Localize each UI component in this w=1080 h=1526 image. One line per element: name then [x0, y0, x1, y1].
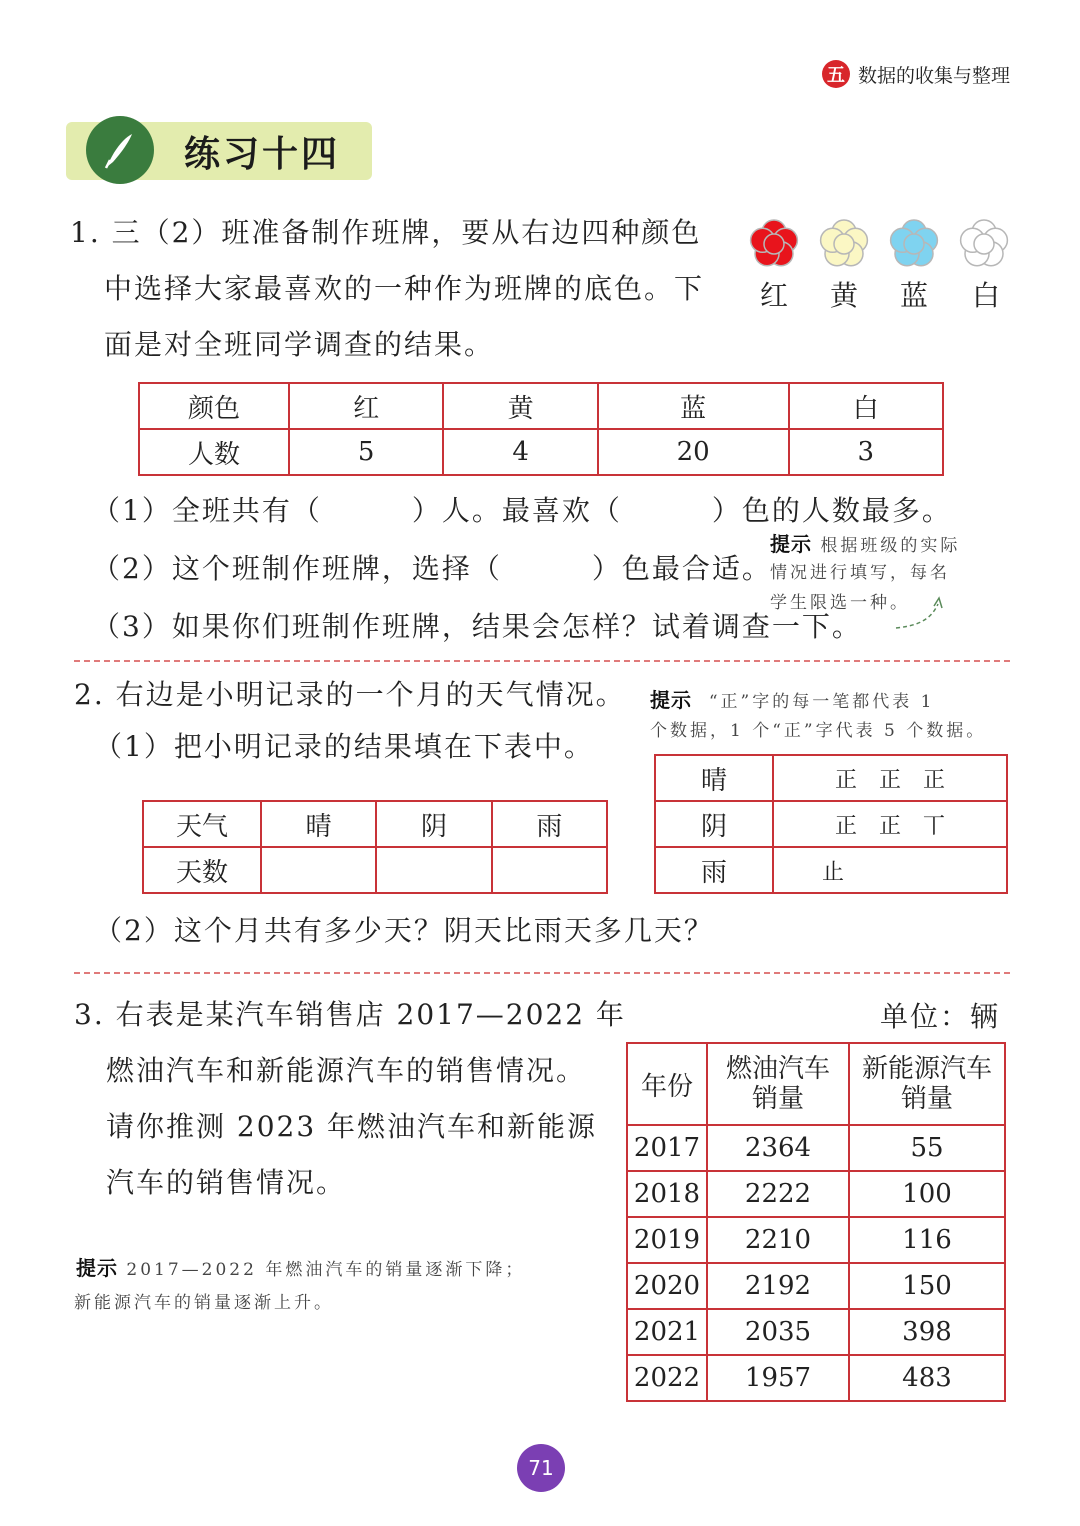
- table-cell: 雨: [492, 801, 607, 847]
- table-row: [627, 1355, 1005, 1401]
- answer-cell[interactable]: [492, 847, 607, 893]
- q1-hint-line3: 学生限选一种。: [770, 593, 910, 613]
- year-cell: 2020: [627, 1263, 707, 1309]
- chapter-title: 数据的收集与整理: [858, 64, 1011, 87]
- table-cell: 白: [789, 383, 943, 429]
- fuel-cell: 2192: [707, 1263, 849, 1309]
- section-divider: [74, 972, 1010, 974]
- hint-label: 提示: [76, 1256, 118, 1280]
- ev-cell: 116: [849, 1217, 1005, 1263]
- q1-line2: 中选择大家最喜欢的一种作为班牌的底色。下: [104, 272, 705, 305]
- table-row: [627, 1171, 1005, 1217]
- table-cell: 阴: [655, 801, 773, 847]
- page-title: 练习十四: [184, 134, 341, 175]
- tally-cell: 止: [773, 847, 1007, 893]
- section-divider: [74, 660, 1010, 662]
- answer-cell[interactable]: [376, 847, 491, 893]
- q3-hint-line1: [76, 1252, 525, 1281]
- ev-cell: 150: [849, 1263, 1005, 1309]
- table-cell: 3: [789, 429, 943, 475]
- white-flower-icon: [961, 220, 1008, 266]
- ev-cell: 398: [849, 1309, 1005, 1355]
- q1-sub1: （1）全班共有（ ）人。最喜欢（ ）色的人数最多。: [92, 494, 952, 527]
- header-line: 新能源汽车: [861, 1054, 992, 1084]
- year-cell: 2018: [627, 1171, 707, 1217]
- hint-label: 提示: [650, 688, 692, 712]
- answer-cell[interactable]: [261, 847, 376, 893]
- color-flowers: [746, 214, 1016, 274]
- ev-cell: 100: [849, 1171, 1005, 1217]
- table-row: [627, 1263, 1005, 1309]
- weather-record-table: [654, 754, 1008, 894]
- q1-line1: 1. 三（2）班准备制作班牌，要从右边四种颜色: [70, 216, 702, 249]
- year-cell: 2019: [627, 1217, 707, 1263]
- table-cell: 黄: [443, 383, 597, 429]
- tally-cell: 正 正 丅: [773, 801, 1007, 847]
- car-sales-table: [626, 1042, 1006, 1402]
- table-header: 颜色: [139, 383, 289, 429]
- flower-label-red: 红: [760, 279, 789, 312]
- blue-flower-icon: [891, 220, 938, 266]
- q1-hint-line1: [770, 528, 960, 557]
- tally-cell: 正 正 正: [773, 755, 1007, 801]
- ev-cell: 55: [849, 1125, 1005, 1171]
- hint-text: 根据班级的实际: [820, 536, 961, 556]
- page-number: 71: [517, 1444, 565, 1492]
- table-cell: 晴: [655, 755, 773, 801]
- hint-text: “正”字的每一笔都代表 1: [708, 692, 935, 712]
- header-line: 燃油汽车: [725, 1054, 830, 1084]
- q2-sub1: （1）把小明记录的结果填在下表中。: [94, 730, 594, 763]
- weather-fill-table: [142, 800, 608, 894]
- hint-label: 提示: [770, 532, 812, 556]
- table-row: [627, 1217, 1005, 1263]
- year-cell: 2021: [627, 1309, 707, 1355]
- year-cell: 2022: [627, 1355, 707, 1401]
- table-cell: 雨: [655, 847, 773, 893]
- hint-text: 2017—2022 年燃油汽车的销量逐渐下降；: [126, 1260, 526, 1280]
- q3-line3: 请你推测 2023 年燃油汽车和新能源: [106, 1110, 598, 1143]
- table-cell: 蓝: [598, 383, 789, 429]
- q1-sub2: （2）这个班制作班牌，选择（ ）色最合适。: [92, 552, 772, 585]
- table-header: [849, 1043, 1005, 1125]
- fuel-cell: 2222: [707, 1171, 849, 1217]
- flower-label-white: 白: [972, 279, 1001, 312]
- table-cell: 5: [289, 429, 443, 475]
- q2-hint-line1: [650, 684, 934, 713]
- yellow-flower-icon: [821, 220, 868, 266]
- chapter-number-badge: 五: [822, 60, 850, 88]
- chapter-header: [822, 60, 1010, 88]
- table-header: [707, 1043, 849, 1125]
- table-cell: 红: [289, 383, 443, 429]
- table-header: 人数: [139, 429, 289, 475]
- q1-sub3: （3）如果你们班制作班牌，结果会怎样？试着调查一下。: [92, 610, 862, 643]
- header-line: 销量: [900, 1084, 953, 1114]
- table-row: [627, 1309, 1005, 1355]
- q2-sub2: （2）这个月共有多少天？阴天比雨天多几天？: [94, 914, 714, 947]
- q1-hint-line2: 情况进行填写，每名: [770, 563, 950, 583]
- year-cell: 2017: [627, 1125, 707, 1171]
- flower-label-yellow: 黄: [830, 279, 859, 312]
- fuel-cell: 2035: [707, 1309, 849, 1355]
- fuel-cell: 2210: [707, 1217, 849, 1263]
- table-header: 天气: [143, 801, 261, 847]
- q3-hint-line2: 新能源汽车的销量逐渐上升。: [74, 1293, 334, 1313]
- hint-arrow-icon: [890, 594, 950, 634]
- fuel-cell: 2364: [707, 1125, 849, 1171]
- red-flower-icon: [751, 220, 798, 266]
- table-cell: 4: [443, 429, 597, 475]
- pen-icon: [86, 116, 154, 184]
- table-cell: 20: [598, 429, 789, 475]
- table-cell: 晴: [261, 801, 376, 847]
- table-header: 年份: [627, 1043, 707, 1125]
- q3-line4: 汽车的销售情况。: [106, 1166, 347, 1199]
- q3-line1: 3. 右表是某汽车销售店 2017—2022 年: [74, 998, 626, 1031]
- fuel-cell: 1957: [707, 1355, 849, 1401]
- color-survey-table: [138, 382, 944, 476]
- q1-line3: 面是对全班同学调查的结果。: [104, 328, 495, 361]
- header-line: 销量: [751, 1084, 804, 1114]
- ev-cell: 483: [849, 1355, 1005, 1401]
- flower-label-blue: 蓝: [900, 279, 929, 312]
- unit-label: 单位：辆: [880, 1000, 1001, 1033]
- q2-hint-line2: 个数据，1 个“正”字代表 5 个数据。: [650, 721, 987, 741]
- table-header: 天数: [143, 847, 261, 893]
- table-row: [627, 1125, 1005, 1171]
- table-cell: 阴: [376, 801, 491, 847]
- q2-line1: 2. 右边是小明记录的一个月的天气情况。: [74, 678, 626, 711]
- q3-line2: 燃油汽车和新能源汽车的销售情况。: [106, 1054, 587, 1087]
